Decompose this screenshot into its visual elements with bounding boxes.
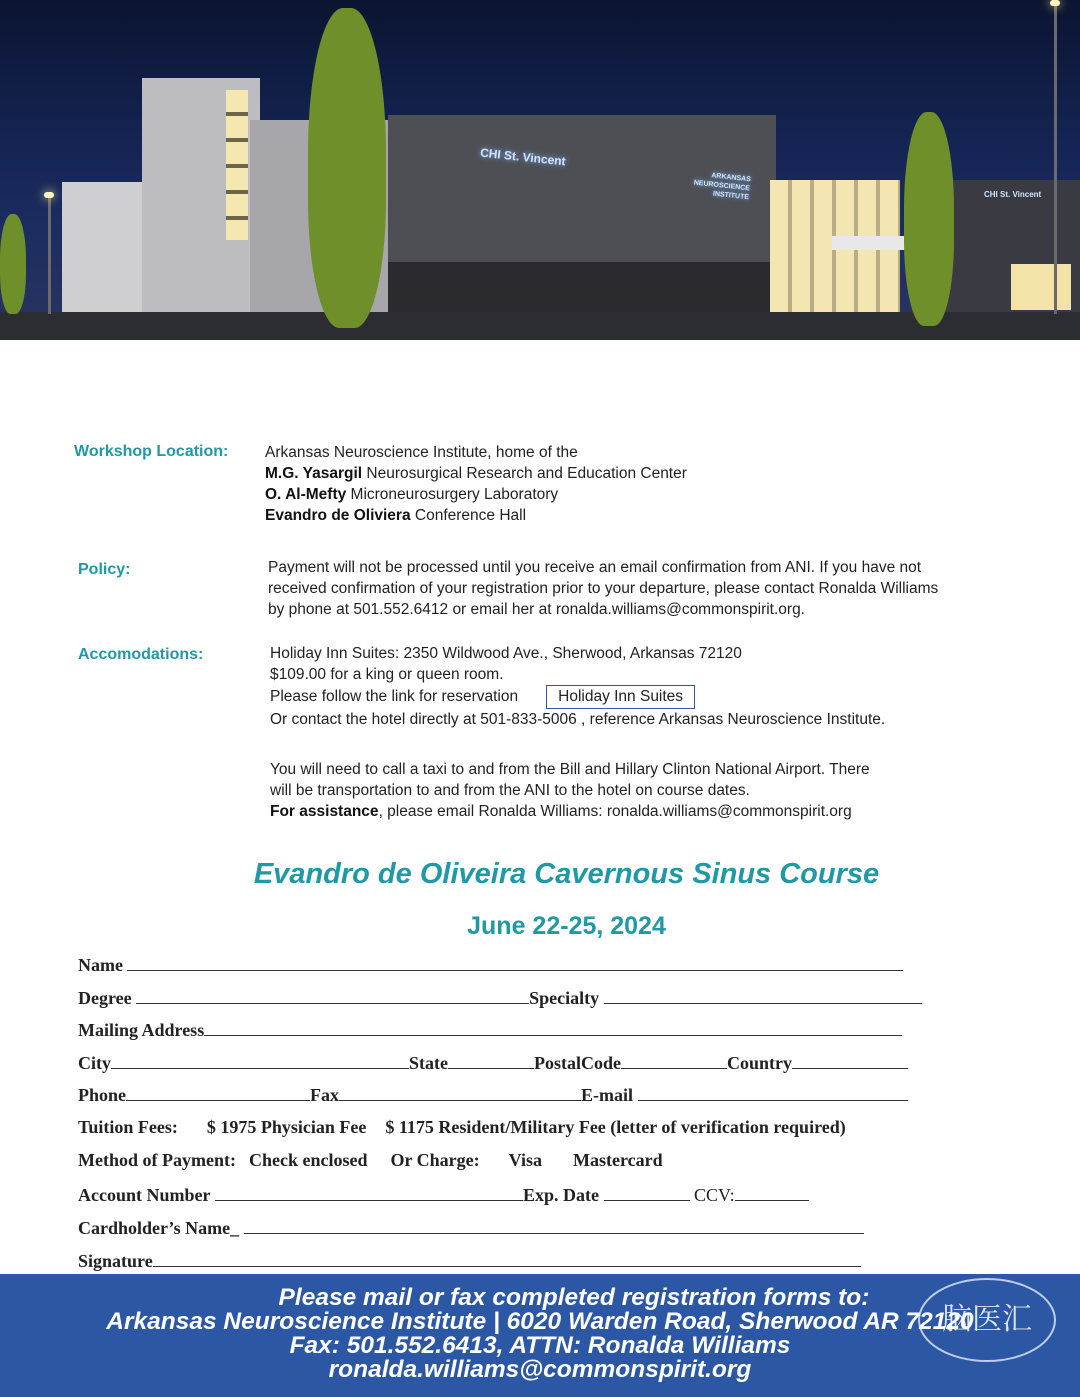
reservation-line	[270, 685, 885, 709]
phone-field[interactable]	[126, 1087, 310, 1101]
physician-fee-option[interactable]: $ 1975 Physician Fee	[206, 1117, 367, 1137]
payment-method-label: Method of Payment:	[78, 1150, 236, 1170]
specialty-label: Specialty	[529, 988, 600, 1008]
policy-text	[268, 557, 938, 620]
check-enclosed-option[interactable]: Check enclosed	[248, 1150, 368, 1170]
transport-text	[270, 759, 870, 822]
country-label: Country	[727, 1053, 793, 1073]
form-row-cardholder	[78, 1218, 864, 1239]
building-base	[388, 262, 776, 314]
workshop-label: Workshop Location:	[74, 443, 229, 460]
building-sign-ani: ARKANSAS NEUROSCIENCE INSTITUTE	[693, 172, 752, 202]
tree-icon	[0, 214, 26, 314]
course-title: Evandro de Oliveira Cavernous Sinus Course	[253, 858, 880, 890]
hero-photo	[0, 0, 1080, 340]
form-row-phone	[78, 1085, 908, 1106]
form-row-degree	[78, 988, 922, 1009]
exp-date-field[interactable]	[604, 1187, 690, 1201]
workshop-desc-1: Neurosurgical Research and Education Center	[362, 465, 687, 482]
workshop-desc-3: Conference Hall	[410, 507, 527, 524]
street-lamp-icon	[1054, 4, 1057, 314]
email-label: E-mail	[581, 1085, 634, 1105]
workshop-line-4	[265, 505, 687, 526]
street-lamp-icon	[48, 196, 51, 314]
footer-line-1: Please mail or fax completed registration forms to:	[278, 1284, 870, 1311]
account-number-field[interactable]	[215, 1187, 523, 1201]
tuition-label: Tuition Fees:	[78, 1117, 178, 1137]
signature-label: Signature	[78, 1251, 153, 1271]
tree-icon	[904, 112, 954, 326]
tree-icon	[308, 8, 386, 328]
lit-window-column	[226, 90, 248, 240]
form-row-account	[78, 1185, 809, 1206]
city-label: City	[78, 1053, 111, 1073]
workshop-line-1: Arkansas Neuroscience Institute, home of the	[265, 444, 578, 461]
ccv-field[interactable]	[735, 1187, 809, 1201]
transport-line-2: will be transportation to and from the ANI to the hotel on course dates.	[270, 782, 750, 799]
cardholder-name-label: Cardholder’s Name_	[78, 1218, 240, 1238]
building-right	[945, 180, 1080, 314]
policy-line-3: by phone at 501.552.6412 or email her at ronalda.williams@commonspirit.org.	[268, 601, 805, 618]
footer-line-3: Fax: 501.552.6413, ATTN: Ronalda Williams	[289, 1332, 791, 1359]
form-row-payment	[78, 1150, 663, 1171]
hotel-reservation-link[interactable]: Holiday Inn Suites	[546, 685, 695, 709]
name-label: Name	[78, 955, 123, 975]
workshop-name-1: M.G. Yasargil	[265, 465, 363, 482]
accommodations-label: Accomodations:	[78, 646, 204, 663]
state-field[interactable]	[448, 1055, 534, 1069]
phone-label: Phone	[78, 1085, 127, 1105]
form-row-tuition	[78, 1117, 846, 1138]
postal-code-label: PostalCode	[534, 1053, 621, 1073]
degree-field[interactable]	[136, 990, 529, 1004]
workshop-name-3: Evandro de Oliviera	[265, 507, 411, 524]
name-field[interactable]	[127, 957, 903, 971]
ccv-label: CCV:	[694, 1185, 735, 1205]
country-field[interactable]	[792, 1055, 908, 1069]
workshop-line-2	[265, 463, 687, 484]
form-row-mailing	[78, 1020, 902, 1041]
workshop-name-2: O. Al-Mefty	[265, 486, 347, 503]
fax-field[interactable]	[339, 1087, 581, 1101]
footer-line-2: Arkansas Neuroscience Institute | 6020 Warden Road, Sherwood AR 72120	[106, 1308, 974, 1335]
policy-line-2: received confirmation of your registration prior to your departure, please contact Ronalda Williams	[268, 580, 939, 597]
workshop-line-3	[265, 484, 687, 505]
lit-entrance	[1011, 264, 1071, 310]
building-sign-chi: CHI St. Vincent	[479, 145, 567, 169]
form-row-name	[78, 955, 903, 976]
email-field[interactable]	[638, 1087, 908, 1101]
fax-label: Fax	[310, 1085, 340, 1105]
signature-field[interactable]	[153, 1253, 861, 1267]
workshop-desc-2: Microneurosurgery Laboratory	[346, 486, 559, 503]
account-number-label: Account Number	[78, 1185, 211, 1205]
workshop-text	[265, 442, 687, 526]
assistance-line	[270, 801, 870, 822]
assistance-label: For assistance	[270, 803, 379, 820]
mailing-instructions-footer	[0, 1274, 1080, 1397]
form-row-signature	[78, 1251, 861, 1272]
exp-date-label: Exp. Date	[523, 1185, 599, 1205]
postal-code-field[interactable]	[621, 1055, 727, 1069]
specialty-field[interactable]	[604, 990, 922, 1004]
mailing-address-label: Mailing Address	[78, 1020, 205, 1040]
policy-line-1: Payment will not be processed until you receive an email confirmation from ANI. If you have not	[268, 559, 922, 576]
footer-line-4: ronalda.williams@commonspirit.org	[328, 1356, 752, 1383]
hotel-rate: $109.00 for a king or queen room.	[270, 666, 504, 683]
hotel-address: Holiday Inn Suites: 2350 Wildwood Ave., Sherwood, Arkansas 72120	[270, 645, 742, 662]
mastercard-option[interactable]: Mastercard	[572, 1150, 663, 1170]
policy-label: Policy:	[78, 561, 131, 578]
state-label: State	[409, 1053, 448, 1073]
charge-label: Or Charge:	[390, 1150, 480, 1170]
cardholder-name-field[interactable]	[244, 1220, 864, 1234]
building-sign-right: CHI St. Vincent	[984, 190, 1042, 199]
hotel-contact: Or contact the hotel directly at 501-833-5006 , reference Arkansas Neuroscience Institute.	[270, 711, 886, 728]
visa-option[interactable]: Visa	[508, 1150, 542, 1170]
course-date: June 22-25, 2024	[467, 912, 666, 940]
degree-label: Degree	[78, 988, 132, 1008]
reservation-text: Please follow the link for reservation	[270, 688, 519, 705]
assistance-contact: , please email Ronalda Williams: ronalda.williams@commonspirit.org	[378, 803, 852, 820]
transport-line-1: You will need to call a taxi to and from the Bill and Hillary Clinton National Airport. There	[270, 761, 870, 778]
resident-fee-option[interactable]: $ 1175 Resident/Military Fee (letter of verification required)	[385, 1117, 846, 1137]
accommodations-text	[270, 643, 885, 730]
form-row-city	[78, 1053, 908, 1074]
city-field[interactable]	[111, 1055, 409, 1069]
mailing-address-field[interactable]	[204, 1022, 902, 1036]
watermark-logo-icon: 脑医汇	[918, 1278, 1056, 1362]
